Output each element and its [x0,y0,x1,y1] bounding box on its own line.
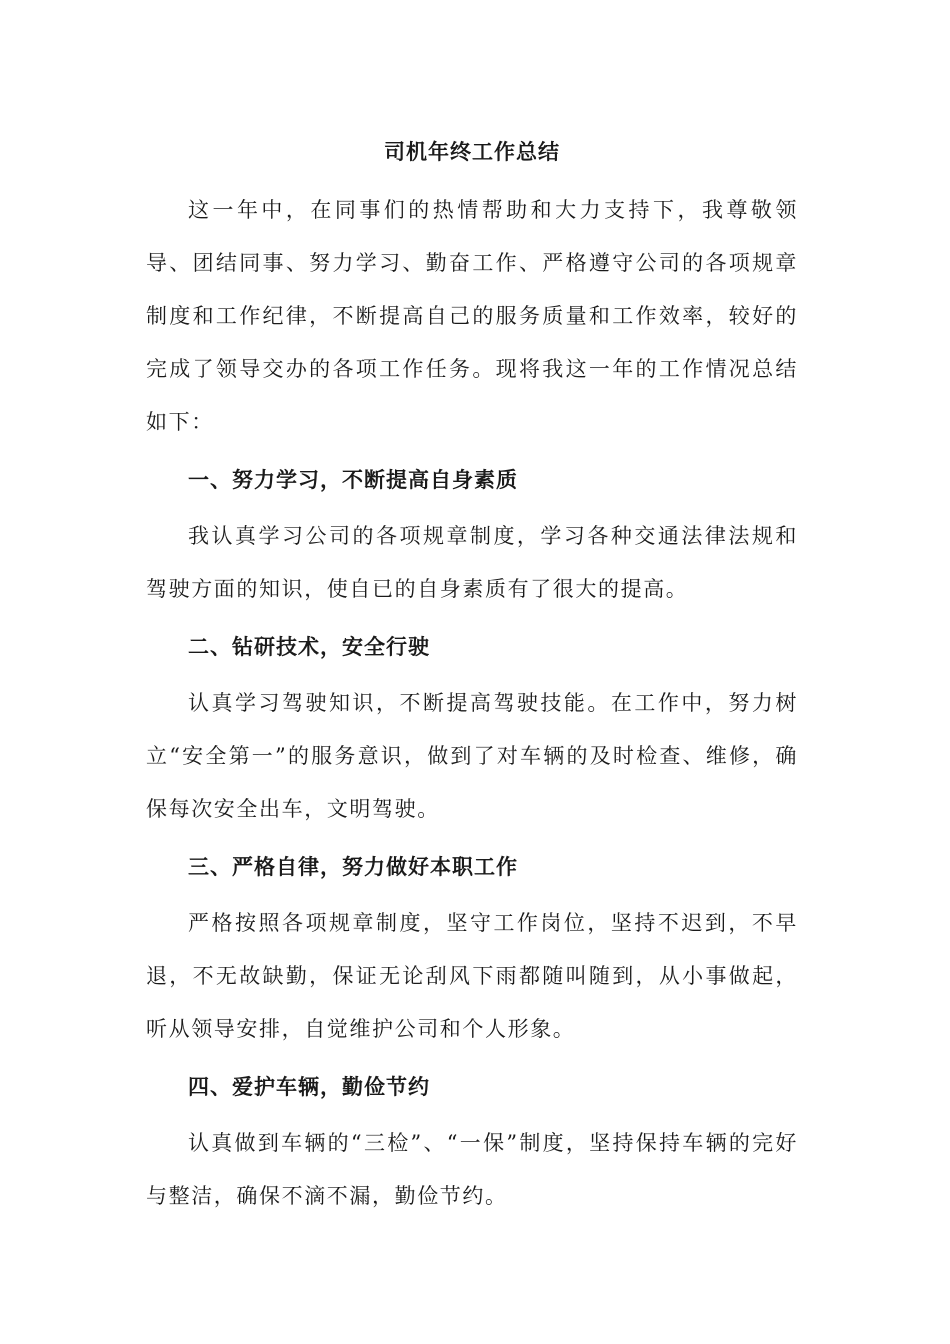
section-body: 认真学习驾驶知识，不断提高驾驶技能。在工作中，努力树立“安全第一”的服务意识，做到了对车辆的及时检查、维修，确保每次安全出车，文明驾驶。 [146,691,798,821]
section-body: 我认真学习公司的各项规章制度，学习各种交通法律法规和驾驶方面的知识，使自已的自身素质有了很大的提高。 [146,524,798,601]
section-heading: 一、努力学习，不断提高自身素质 [188,467,518,492]
section-3 [146,840,798,1056]
document-title: 司机年终工作总结 [384,139,560,164]
intro-paragraph: 这一年中，在同事们的热情帮助和大力支持下，我尊敬领导、团结同事、努力学习、勤奋工作、严格遵守公司的各项规章制度和工作纪律，不断提高自己的服务质量和工作效率，较好的完成了领导交办的各项工作任务。现将我这一年的工作情况总结如下： [146,198,798,434]
section-heading: 四、爱护车辆，勤俭节约 [188,1074,430,1099]
section-body: 认真做到车辆的“三检”、“一保”制度，坚持保持车辆的完好与整洁，确保不滴不漏，勤俭节约。 [146,1131,798,1208]
section-1 [146,453,798,616]
section-heading: 二、钻研技术，安全行驶 [188,634,430,659]
document-page [146,132,798,1223]
section-4 [146,1060,798,1223]
section-2 [146,620,798,836]
section-body: 严格按照各项规章制度，坚守工作岗位，坚持不迟到，不早退，不无故缺勤，保证无论刮风下雨都随叫随到，从小事做起，听从领导安排，自觉维护公司和个人形象。 [146,911,798,1041]
section-heading: 三、严格自律，努力做好本职工作 [188,854,518,879]
